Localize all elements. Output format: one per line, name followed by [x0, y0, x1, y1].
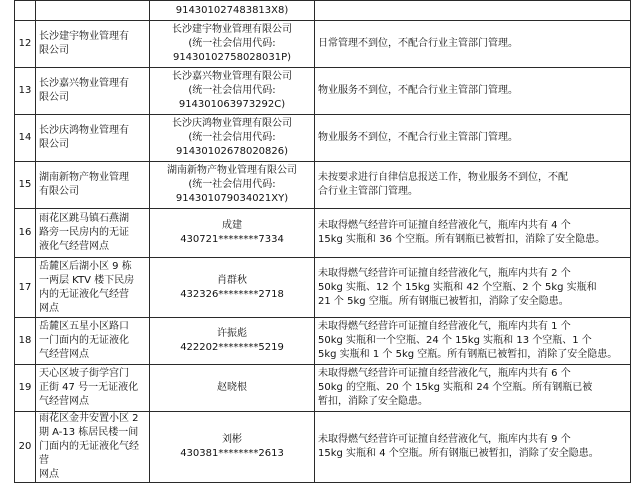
entity-name: 长沙庆鸿物业管理有 限公司 [36, 115, 150, 162]
row-number: 14 [15, 115, 36, 162]
violation-description: 物业服务不到位，不配合行业主管部门管理。 [315, 115, 631, 162]
violation-description: 未按要求进行自律信息报送工作，物业服务不到位，不配 合行业主管部门管理。 [315, 162, 631, 209]
responsible-party: 长沙庆鸿物业管理有限公司 (统一社会信用代码: 91430102678020826) [150, 115, 315, 162]
entity-name: 岳麓区后湖小区 9 栋 一两层 KTV 楼下民房 内的无证液化气经营 网点 [36, 258, 150, 318]
row-number: 16 [15, 209, 36, 258]
violation-description: 日常管理不到位，不配合行业主管部门管理。 [315, 21, 631, 68]
table-row [15, 209, 631, 258]
responsible-party: 许振彪 422202********5219 [150, 318, 315, 365]
table-row [15, 365, 631, 412]
row-number: 20 [15, 412, 36, 483]
responsible-party: 肖群秋 432326********2718 [150, 258, 315, 318]
table-row [15, 1, 631, 21]
responsible-party: 赵晓根 [150, 365, 315, 412]
penalty-list-table [14, 0, 631, 483]
entity-name: 天心区坡子街学宫门 正街 47 号一无证液化 气经营网点 [36, 365, 150, 412]
row-number: 12 [15, 21, 36, 68]
responsible-party: 成建 430721********7334 [150, 209, 315, 258]
table-row [15, 21, 631, 68]
violation-description: 未取得燃气经营许可证擅自经营液化气，瓶库内共有 2 个 50kg 实瓶、12 个 15kg 实瓶和 42 个空瓶、2 个 5kg 实瓶和 21 个 5kg 空瓶。所有钢瓶已被暂扣，消除了安全隐患。 [315, 258, 631, 318]
violation-description: 未取得燃气经营许可证擅自经营液化气，瓶库内共有 6 个 50kg 的空瓶、20 个 15kg 实瓶和 24 个空瓶。所有钢瓶已被 暂扣，消除了安全隐患。 [315, 365, 631, 412]
violation-description [315, 1, 631, 21]
table-row [15, 115, 631, 162]
violation-description: 物业服务不到位，不配合行业主管部门管理。 [315, 68, 631, 115]
row-number: 13 [15, 68, 36, 115]
violation-description: 未取得燃气经营许可证擅自经营液化气，瓶库内共有 9 个 15kg 实瓶和 4 个空瓶。所有钢瓶已被暂扣，消除了安全隐患。 [315, 412, 631, 483]
entity-name: 长沙嘉兴物业管理有 限公司 [36, 68, 150, 115]
table-row [15, 68, 631, 115]
violation-description: 未取得燃气经营许可证擅自经营液化气，瓶库内共有 4 个 15kg 实瓶和 36 个空瓶。所有钢瓶已被暂扣，消除了安全隐患。 [315, 209, 631, 258]
responsible-party: 湖南新物产物业管理有限公司 (统一社会信用代码: 914301079034021XY) [150, 162, 315, 209]
row-number: 19 [15, 365, 36, 412]
table-row [15, 412, 631, 483]
row-number: 17 [15, 258, 36, 318]
row-number [15, 1, 36, 21]
entity-name: 雨花区金井安置小区 2 期 A-13 栋居民楼一间 门面内的无证液化气经营 网点 [36, 412, 150, 483]
row-number: 18 [15, 318, 36, 365]
row-number: 15 [15, 162, 36, 209]
entity-name: 岳麓区五星小区路口 一门面内的无证液化 气经营网点 [36, 318, 150, 365]
responsible-party: 长沙嘉兴物业管理有限公司 (统一社会信用代码: 914301063973292C) [150, 68, 315, 115]
entity-name: 长沙建宇物业管理有 限公司 [36, 21, 150, 68]
responsible-party: 长沙建宇物业管理有限公司 (统一社会信用代码: 91430102758028031P) [150, 21, 315, 68]
responsible-party: 刘彬 430381********2613 [150, 412, 315, 483]
table-row [15, 258, 631, 318]
table-row [15, 318, 631, 365]
responsible-party: 914301027483813X8) [150, 1, 315, 21]
entity-name: 湖南新物产物业管理 有限公司 [36, 162, 150, 209]
entity-name [36, 1, 150, 21]
violation-description: 未取得燃气经营许可证擅自经营液化气，瓶库内共有 1 个 50kg 实瓶和一个空瓶、24 个 15kg 实瓶和 13 个空瓶、1 个 5kg 实瓶和 1 个 5kg 空瓶。所有钢瓶已被暂扣，消除了安全隐患。 [315, 318, 631, 365]
entity-name: 雨花区跳马镇石燕湖 路旁一民房内的无证 液化气经营网点 [36, 209, 150, 258]
table-row [15, 162, 631, 209]
